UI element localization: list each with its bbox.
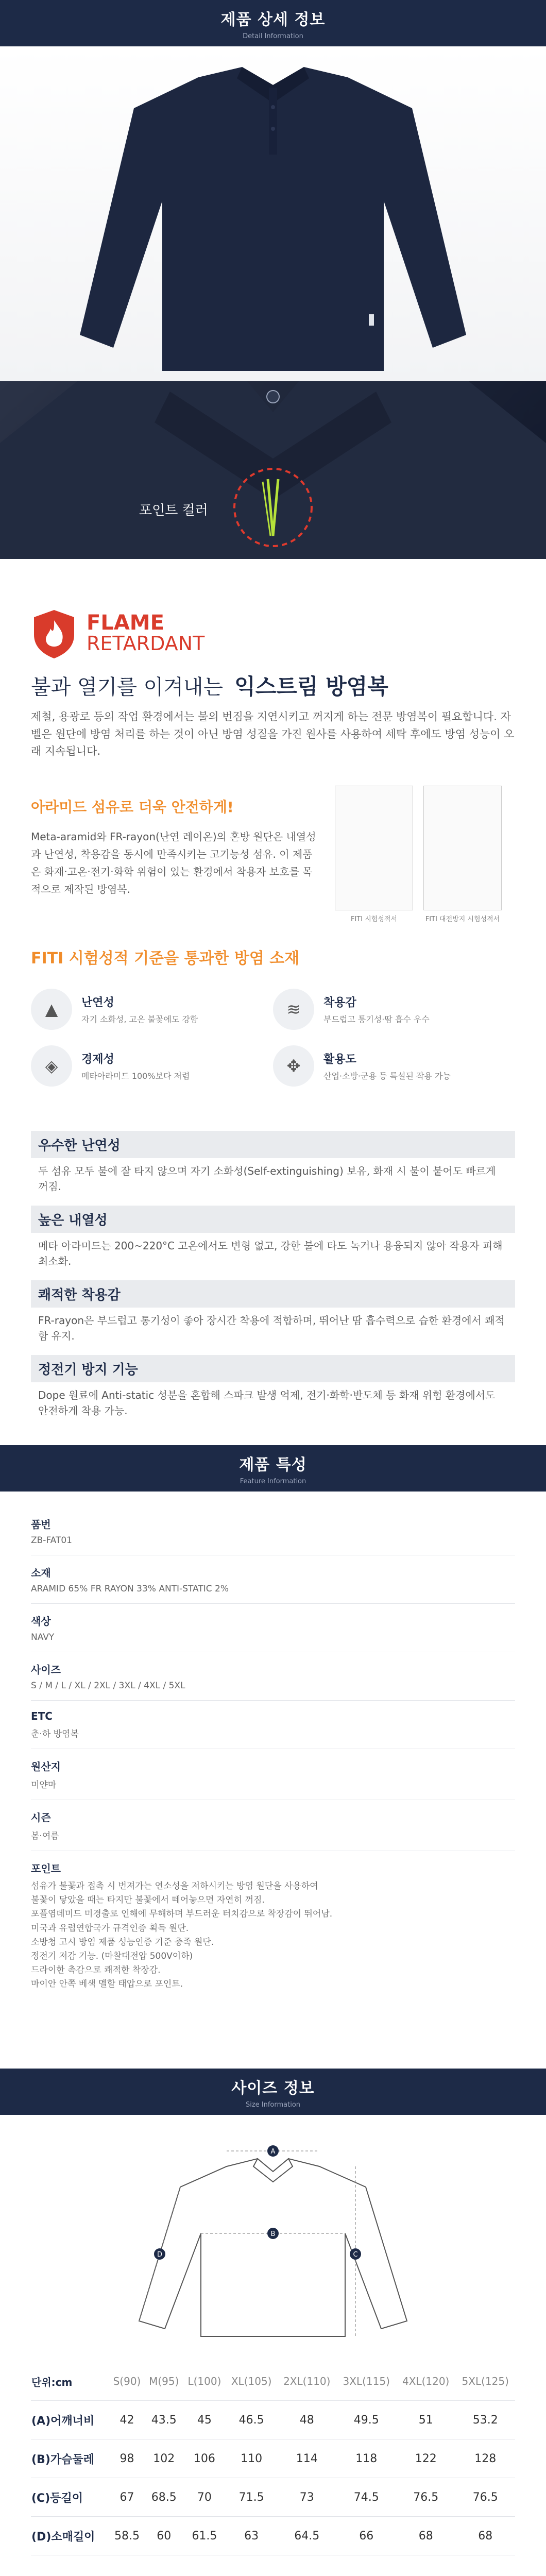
spec-value: S / M / L / XL / 2XL / 3XL / 4XL / 5XL [31, 1681, 185, 1691]
spec-value: ZB-FAT01 [31, 1535, 72, 1546]
point-row [31, 1851, 515, 2001]
size-column: M(95) [145, 2362, 183, 2401]
table-cell: 51 [396, 2401, 455, 2439]
table-cell: 76.5 [396, 2478, 455, 2517]
feature-desc: Dope 원료에 Anti-static 성분을 혼합해 스파크 발생 억제, 전기·화학·반도체 등 화재 위험 환경에서도 안전하게 착용 가능. [38, 1389, 496, 1417]
row-label: (C)등길이 [31, 2478, 109, 2517]
intro-text: 제철, 용광로 등의 작업 환경에서는 불의 번짐을 지연시키고 꺼지게 하는 전문 방염복이 필요합니다. 자벨은 원단에 방염 처리를 하는 것이 아닌 방염 성질을 가진 원사를 사용하여 세탁 후에도 방염 성능이 오래 지속됩니다. [31, 710, 515, 758]
row-label: (A)어깨너비 [31, 2401, 109, 2439]
spec-value: 미얀마 [31, 1780, 57, 1790]
feature-title: 정전기 방지 기능 [31, 1355, 515, 1382]
table-cell: 106 [183, 2439, 226, 2478]
aramid-section [0, 786, 546, 940]
feature-list [0, 1126, 546, 1445]
point-line: 마이안 안쪽 베색 멜할 태압으로 포인트. [31, 1979, 183, 1990]
spec-label: 색상 [31, 1615, 51, 1628]
feature-desc: 두 섬유 모두 불에 잘 타지 않으며 자기 소화성(Self-extinguishing) 보유, 화재 시 불이 붙어도 빠르게 꺼짐. [38, 1165, 496, 1193]
point-line: 포플염데미드 미경출로 인해에 무해하며 부드러운 터치감으로 착장감이 뛰어남. [31, 1909, 333, 1920]
svg-text:C: C [353, 2251, 358, 2259]
spec-label: ETC [31, 1710, 53, 1722]
table-cell: 68.5 [145, 2478, 183, 2517]
feature-item [31, 1280, 515, 1355]
fiti-item-name: 난연성 [81, 996, 114, 1009]
spec-row [31, 1604, 515, 1652]
retardant-title: RETARDANT [87, 632, 205, 655]
svg-text:D: D [157, 2251, 163, 2259]
spec-label: 소재 [31, 1567, 51, 1579]
point-line: 소방청 고시 방염 제품 성능인증 기준 충족 원단. [31, 1937, 214, 1947]
table-row [31, 2439, 515, 2478]
fire-icon: ▲ [31, 989, 72, 1030]
feature-title: 우수한 난연성 [31, 1131, 515, 1158]
detail-subtitle: Detail Information [243, 32, 303, 40]
table-cell: 43.5 [145, 2401, 183, 2439]
fiti-item-desc: 메타아라미드 100%보다 저렴 [81, 1071, 190, 1081]
spec-label: 사이즈 [31, 1664, 61, 1676]
point-line: 섬유가 불꽃과 접촉 시 번져가는 연소성을 저하시키는 방염 원단을 사용하여 [31, 1881, 318, 1891]
table-cell: 118 [337, 2439, 396, 2478]
feature-header-title: 제품 특성 [239, 1455, 307, 1474]
fiti-item-desc: 산업·소방·군용 등 특설된 작용 가능 [323, 1071, 451, 1081]
fiti-item-name: 착용감 [323, 996, 356, 1009]
feature-item [31, 1355, 515, 1430]
table-cell: 58.5 [109, 2517, 145, 2555]
size-column: 3XL(115) [337, 2362, 396, 2401]
size-column: 4XL(120) [396, 2362, 455, 2401]
spec-label: 시즌 [31, 1811, 51, 1824]
table-cell: 71.5 [226, 2478, 277, 2517]
fiti-section [0, 940, 546, 1126]
spec-row [31, 1507, 515, 1555]
feature-header [0, 1445, 546, 1492]
table-cell: 67 [109, 2478, 145, 2517]
cert-document-2 [423, 786, 502, 940]
move-arrows-icon: ✥ [273, 1045, 314, 1087]
collar-detail-image [0, 381, 546, 559]
cert-caption-1: FITI 시험성적서 [350, 916, 397, 923]
cert-thumbnail [335, 786, 413, 910]
flame-badge-section [0, 559, 546, 662]
spec-value: ARAMID 65% FR RAYON 33% ANTI-STATIC 2% [31, 1584, 229, 1594]
spec-row [31, 1652, 515, 1701]
table-cell: 61.5 [183, 2517, 226, 2555]
fiti-item-desc: 자기 소화성, 고온 불꽃에도 강함 [81, 1014, 198, 1024]
table-cell: 76.5 [455, 2478, 515, 2517]
table-cell: 68 [455, 2517, 515, 2555]
table-cell: 64.5 [277, 2517, 336, 2555]
row-label: (D)소매길이 [31, 2517, 109, 2555]
svg-text:A: A [270, 2148, 276, 2156]
collar-closeup [0, 381, 546, 559]
table-cell: 63 [226, 2517, 277, 2555]
point-label: 포인트 [31, 1862, 61, 1875]
size-column: XL(105) [226, 2362, 277, 2401]
aramid-title: 아라미드 섬유로 더욱 안전하게! [31, 799, 234, 816]
headline-part2: 익스트림 방염복 [234, 674, 388, 699]
table-cell: 70 [183, 2478, 226, 2517]
table-row [31, 2478, 515, 2517]
spec-list [0, 1492, 546, 2069]
headline-part1: 불과 열기를 이겨내는 [31, 675, 224, 699]
aramid-body: Meta-aramid와 FR-rayon(난연 레이온)의 혼방 원단은 내열성과 난연성, 착용감을 동시에 만족시키는 고기능성 섬유. 이 제품은 화재·고온·전기·화학 위험이 있는 환경에서 착용자 보호를 목적으로 제작된 방염복. [31, 831, 316, 895]
polo-shirt-image [0, 46, 546, 381]
point-color-label: 포인트 컬러 [139, 503, 208, 518]
flame-title: FLAME [87, 611, 164, 635]
table-cell: 42 [109, 2401, 145, 2439]
table-cell: 73 [277, 2478, 336, 2517]
product-hero-image [0, 46, 546, 381]
size-diagram [0, 2115, 546, 2362]
table-cell: 48 [277, 2401, 336, 2439]
detail-title: 제품 상세 정보 [220, 10, 326, 29]
headline [0, 662, 546, 708]
spec-label: 원산지 [31, 1760, 61, 1773]
fiti-item-name: 활용도 [323, 1053, 356, 1066]
size-column: 5XL(125) [455, 2362, 515, 2401]
spec-row [31, 1800, 515, 1851]
spec-value: 춘·하 방염복 [31, 1729, 79, 1739]
shirt-measure-diagram [129, 2130, 417, 2347]
size-header-subtitle: Size Information [245, 2100, 301, 2109]
fiti-item [31, 1045, 273, 1087]
point-line: 드라이한 촉감으로 쾌적한 착장감. [31, 1965, 161, 1976]
table-cell: 102 [145, 2439, 183, 2478]
table-row [31, 2401, 515, 2439]
size-header [0, 2069, 546, 2115]
point-line: 정전기 저감 기능. (마찰대전압 500V이하) [31, 1951, 193, 1961]
table-cell: 53.2 [455, 2401, 515, 2439]
spec-row [31, 1701, 515, 1749]
table-cell: 98 [109, 2439, 145, 2478]
fiti-item [273, 1045, 515, 1087]
size-column: 2XL(110) [277, 2362, 336, 2401]
unit-label: 단위:cm [31, 2362, 109, 2401]
spec-row [31, 1555, 515, 1604]
breathable-icon: ≋ [273, 989, 314, 1030]
flame-shield-icon [31, 608, 77, 659]
point-line: 불꽃이 닿았을 때는 타지만 불꽃에서 떼어놓으면 자연히 꺼짐. [31, 1895, 265, 1906]
cert-thumbnail [423, 786, 502, 910]
svg-text:B: B [270, 2230, 276, 2238]
feature-title: 높은 내열성 [31, 1206, 515, 1233]
table-cell: 66 [337, 2517, 396, 2555]
table-cell: 60 [145, 2517, 183, 2555]
feature-header-subtitle: Feature Information [240, 1477, 306, 1485]
size-table-section [0, 2362, 546, 2576]
cert-document-1 [335, 786, 413, 940]
spec-label: 품번 [31, 1518, 51, 1531]
table-cell: 114 [277, 2439, 336, 2478]
spec-value: NAVY [31, 1632, 55, 1642]
fiti-title: FITI 시험성적 기준을 통과한 방염 소재 [31, 950, 300, 968]
feature-desc: FR-rayon은 부드럽고 통기성이 좋아 장시간 착용에 적합하며, 뛰어난 땀 흡수력으로 습한 환경에서 쾌적함 유지. [38, 1314, 505, 1342]
detail-header [0, 0, 546, 46]
feature-item [31, 1131, 515, 1206]
fiti-item [273, 989, 515, 1030]
size-table-header [31, 2362, 515, 2401]
size-column: S(90) [109, 2362, 145, 2401]
table-cell: 110 [226, 2439, 277, 2478]
feature-desc: 메타 아라미드는 200~220°C 고온에서도 변형 없고, 강한 불에 타도 녹거나 용융되지 않아 작용자 피해 최소화. [38, 1240, 503, 1267]
fiti-item-desc: 부드럽고 통기성·땀 흡수 우수 [323, 1014, 430, 1024]
table-cell: 128 [455, 2439, 515, 2478]
table-row [31, 2517, 515, 2555]
table-cell: 45 [183, 2401, 226, 2439]
feature-item [31, 1206, 515, 1280]
table-cell: 68 [396, 2517, 455, 2555]
point-line: 미국과 유럽연합국가 규격인증 획득 원단. [31, 1923, 189, 1934]
row-label: (B)가슴둘레 [31, 2439, 109, 2478]
fiti-item [31, 989, 273, 1030]
fiti-item-name: 경제성 [81, 1053, 114, 1066]
table-cell: 46.5 [226, 2401, 277, 2439]
price-tag-icon: ◈ [31, 1045, 72, 1087]
spec-value: 봄·여름 [31, 1831, 59, 1841]
cert-caption-2: FITI 대전방지 시험성적서 [425, 916, 500, 923]
spec-row [31, 1749, 515, 1800]
table-cell: 122 [396, 2439, 455, 2478]
size-column: L(100) [183, 2362, 226, 2401]
table-cell: 74.5 [337, 2478, 396, 2517]
table-cell: 49.5 [337, 2401, 396, 2439]
size-header-title: 사이즈 정보 [231, 2079, 315, 2097]
feature-title: 쾌적한 착용감 [31, 1280, 515, 1308]
size-table [31, 2362, 515, 2555]
